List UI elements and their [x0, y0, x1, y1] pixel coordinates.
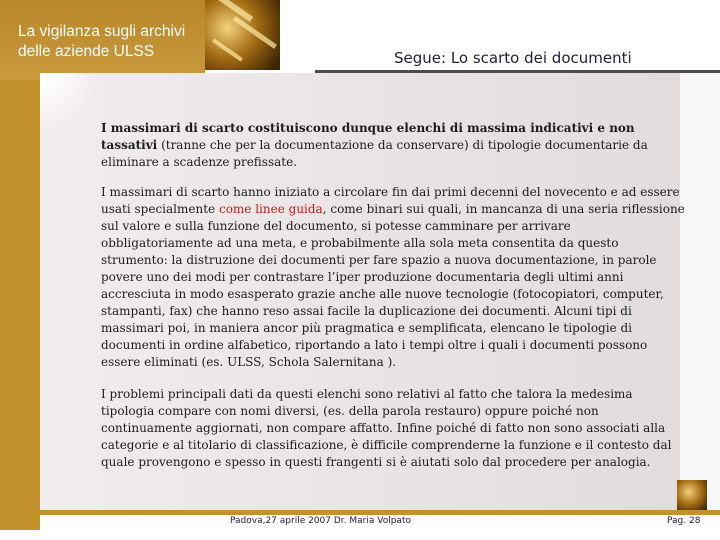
title-line-1: La vigilanza sugli archivi — [18, 23, 186, 40]
footer-credit: Padova,27 aprile 2007 Dr. Maria Volpato — [230, 516, 411, 526]
decorative-image — [205, 0, 280, 70]
left-gold-band — [0, 80, 40, 530]
paragraph-2 — [101, 184, 685, 371]
paragraph-2-highlight: come linee guida — [218, 202, 323, 216]
title-line-2: delle aziende ULSS — [18, 43, 155, 60]
page-number: Pag. 28 — [667, 516, 701, 526]
paragraph-1 — [101, 120, 685, 171]
presentation-title — [18, 22, 185, 62]
right-strip — [680, 73, 720, 513]
paragraph-1-rest: (tranne che per la documentazione da conservare) di tipologie documentarie da eliminare a scadenze prefissate. — [101, 138, 648, 169]
footer-rule — [0, 510, 720, 515]
paragraph-2-start: I massimari di scarto hanno iniziato a circolare fin dai primi decenni del novecento e ad essere usati specialmente — [101, 185, 680, 216]
paragraph-1-bold: I massimari di scarto costituiscono dunque elenchi di massima indicativi e non tassativi — [101, 121, 635, 152]
paragraph-2-end: , come binari sui quali, in mancanza di una seria riflessione sul valore e sulla funzione del documento, si potesse camminare per arrivare obbligatoriamente ad una meta, e probabilmente alla sola meta consentita da questo strumento: la distruzione dei documenti per fare spazio a nuova documentazione, in parole povere uno dei modi per contrastare l’iper produzione documentaria degli ultimi anni accresciuta in modo esasperato grazie anche alle nuove tecnologie (fotocopiatori, computer, stampanti, fax) che hanno reso assai facile la duplicazione dei documenti. Alcuni tipi di massimari poi, in maniera ancor più pragmatica e semplificata, elencano le tipologie di documenti in ordine alfabetico, riportando a lato i tempi oltre i quali i documenti possono essere eliminati (es. ULSS, Schola Salernitana ). — [101, 202, 685, 369]
footer-decorative-image — [677, 480, 707, 510]
slide-body — [101, 120, 685, 471]
paragraph-3: I problemi principali dati da questi elenchi sono relativi al fatto che talora la medesima tipologia compare con nomi diversi, (es. della parola restauro) oppure poiché non continuamente aggiornati, non compare affatto. Infine poiché di fatto non sono associati alla categorie e al titolario di classificazione, è difficile comprenderne la funzione e il contesto dal quale provengono e spesso in questi frangenti si è aiutati solo dal procedere per analogia. — [101, 387, 672, 469]
slide-subtitle: Segue: Lo scarto dei documenti — [394, 49, 632, 67]
